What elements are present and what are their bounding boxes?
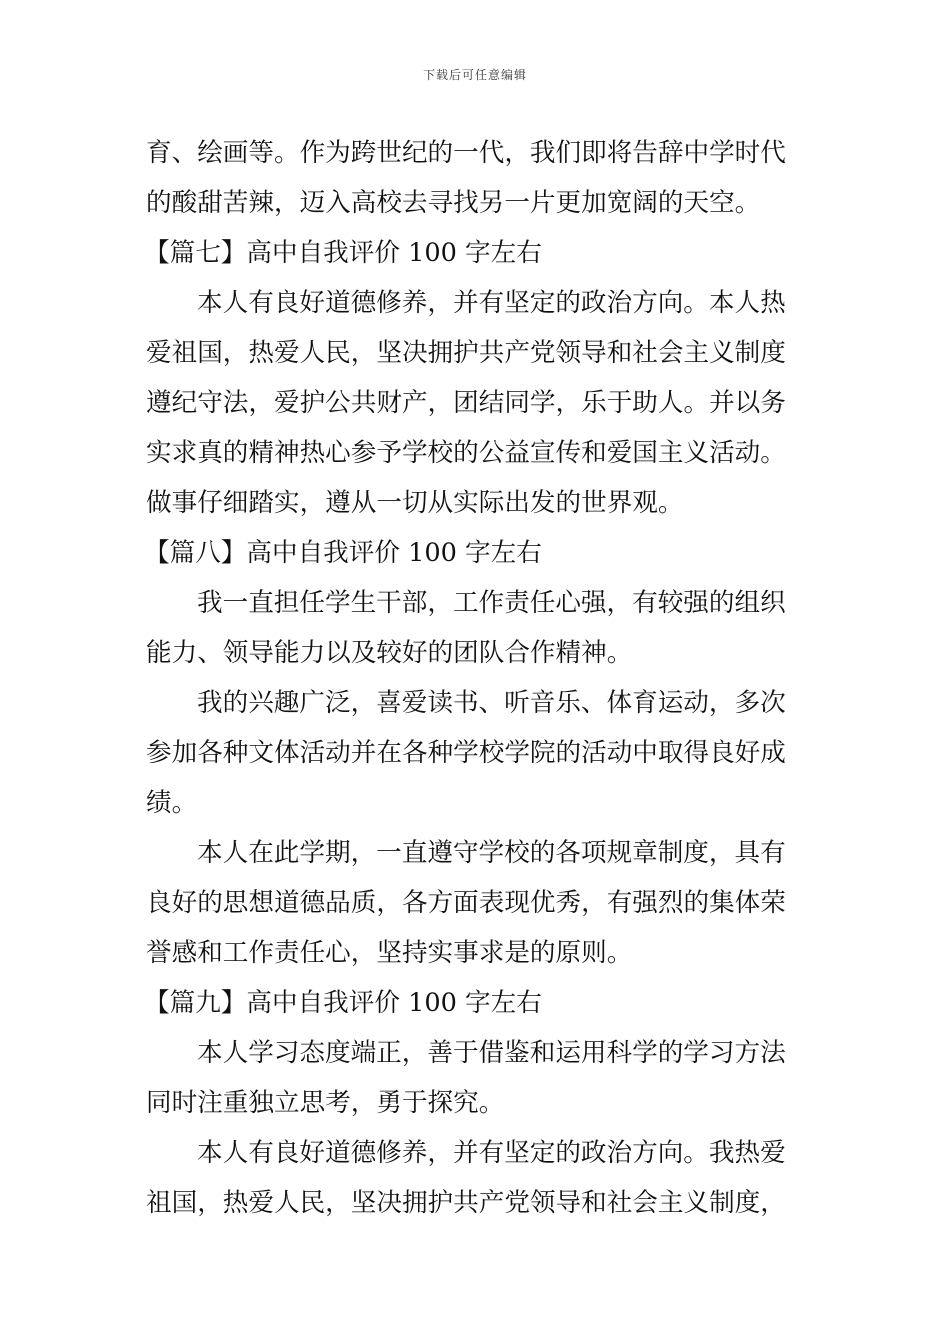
- paragraph-first-line: 本人有良好道德修养，并有坚定的政治方向。本人热: [197, 288, 786, 318]
- text-line: 遵纪守法，爱护公共财产，团结同学，乐于助人。并以务: [146, 388, 786, 418]
- document-body: [146, 128, 814, 1228]
- text-line: 祖国，热爱人民，坚决拥护共产党领导和社会主义制度，: [146, 1188, 786, 1218]
- text-line: 的酸甜苦辣，迈入高校去寻找另一片更加宽阔的天空。: [146, 188, 761, 218]
- text-line: 爱祖国，热爱人民，坚决拥护共产党领导和社会主义制度: [146, 338, 786, 368]
- text-line: 做事仔细踏实，遵从一切从实际出发的世界观。: [146, 488, 684, 518]
- section-heading: 【篇九】高中自我评价 100 字左右: [144, 988, 542, 1018]
- text-line: 绩。: [146, 788, 198, 818]
- paragraph-first-line: 本人在此学期，一直遵守学校的各项规章制度，具有: [197, 838, 786, 868]
- section-heading: 【篇八】高中自我评价 100 字左右: [144, 538, 542, 568]
- paragraph-first-line: 本人有良好道德修养，并有坚定的政治方向。我热爱: [197, 1138, 786, 1168]
- text-line: 能力、领导能力以及较好的团队合作精神。: [146, 638, 633, 668]
- paragraph-first-line: 本人学习态度端正，善于借鉴和运用科学的学习方法: [197, 1038, 786, 1068]
- section-heading: 【篇七】高中自我评价 100 字左右: [144, 238, 542, 268]
- text-line: 同时注重独立思考，勇于探究。: [146, 1088, 505, 1118]
- text-line: 实求真的精神热心参予学校的公益宣传和爱国主义活动。: [146, 438, 786, 468]
- text-line: 誉感和工作责任心，坚持实事求是的原则。: [146, 938, 633, 968]
- page-header: 下载后可任意编辑: [422, 68, 527, 82]
- paragraph-first-line: 我的兴趣广泛，喜爱读书、听音乐、体育运动，多次: [197, 688, 786, 718]
- paragraph-first-line: 我一直担任学生干部，工作责任心强，有较强的组织: [197, 588, 786, 618]
- text-line: 参加各种文体活动并在各种学校学院的活动中取得良好成: [146, 738, 786, 768]
- text-line: 育、绘画等。作为跨世纪的一代，我们即将告辞中学时代: [146, 138, 786, 168]
- text-line: 良好的思想道德品质，各方面表现优秀，有强烈的集体荣: [146, 888, 786, 918]
